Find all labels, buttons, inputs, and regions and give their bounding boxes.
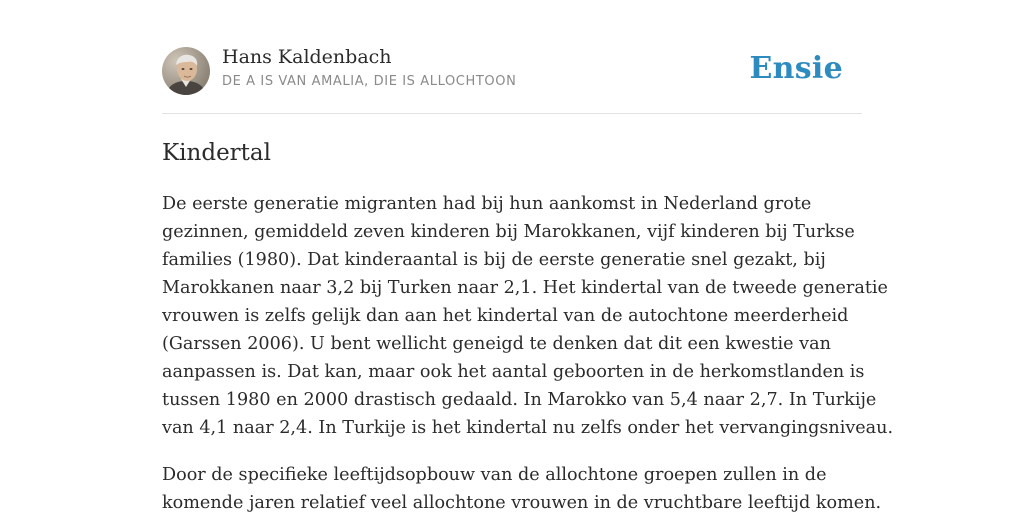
paragraph-line: Door de specifieke leeftijdsopbouw van de allochtone groepen zullen in de <box>162 465 827 485</box>
article-paragraph <box>162 461 882 517</box>
author-name[interactable]: Hans Kaldenbach <box>222 46 392 68</box>
author-header <box>162 0 862 114</box>
paragraph-line: (Garssen 2006). U bent wellicht geneigd te denken dat dit een kwestie van <box>162 334 831 354</box>
article-title: Kindertal <box>162 140 271 166</box>
paragraph-line: families (1980). Dat kinderaantal is bij de eerste generatie snel gezakt, bij <box>162 250 826 270</box>
page <box>162 0 894 513</box>
paragraph-line: Marokkanen naar 3,2 bij Turken naar 2,1. Het kindertal van de tweede generatie <box>162 278 888 298</box>
paragraph-line: van 4,1 naar 2,4. In Turkije is het kindertal nu zelfs onder het vervangingsniveau. <box>162 418 894 438</box>
article-paragraph <box>162 190 894 442</box>
paragraph-line: komende jaren relatief veel allochtone vrouwen in de vruchtbare leeftijd komen. <box>162 493 882 513</box>
author-avatar[interactable] <box>162 47 210 95</box>
paragraph-line: vrouwen is zelfs gelijk dan aan het kindertal van de autochtone meerderheid <box>162 306 849 326</box>
brand-logo-link[interactable]: Ensie <box>749 51 843 86</box>
paragraph-line: gezinnen, gemiddeld zeven kinderen bij Marokkanen, vijf kinderen bij Turkse <box>162 222 855 242</box>
paragraph-line: De eerste generatie migranten had bij hun aankomst in Nederland grote <box>162 194 812 214</box>
paragraph-line: tussen 1980 en 2000 drastisch gedaald. In Marokko van 5,4 naar 2,7. In Turkije <box>162 390 877 410</box>
paragraph-line: aanpassen is. Dat kan, maar ook het aantal geboorten in de herkomstlanden is <box>162 362 865 382</box>
author-subtitle: DE A IS VAN AMALIA, DIE IS ALLOCHTOON <box>222 74 517 89</box>
